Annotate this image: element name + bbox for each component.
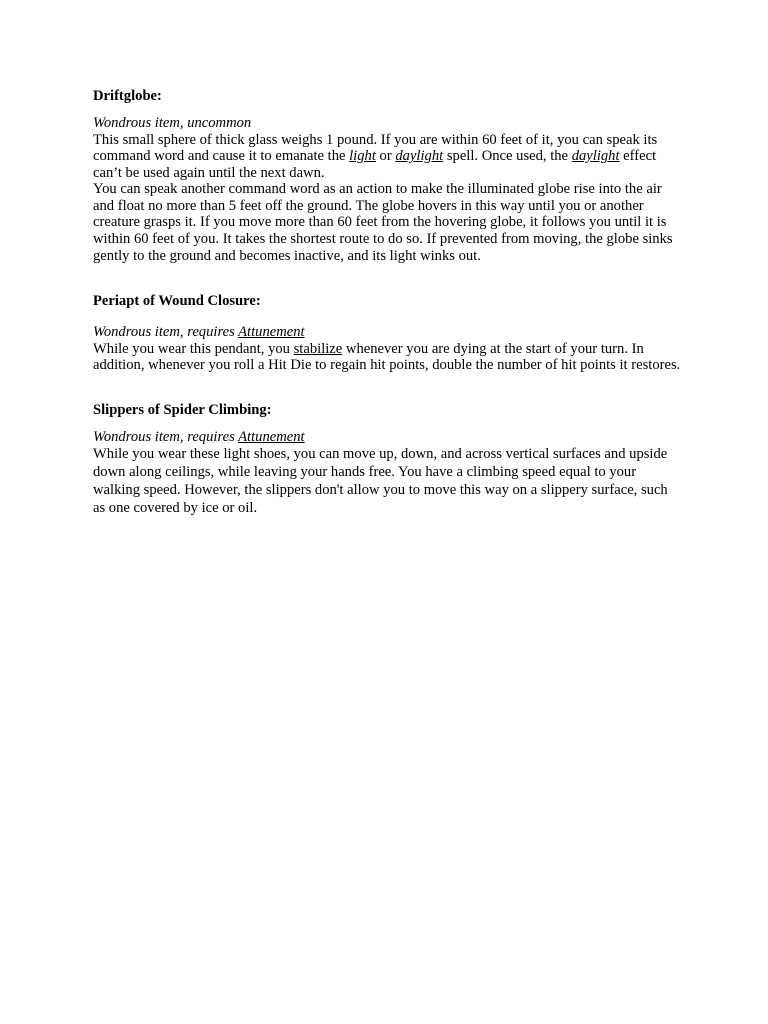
attunement-link[interactable]: Attunement xyxy=(238,324,305,341)
item-entry-slippers-of-spider-climbing xyxy=(93,400,683,518)
item-title: Driftglobe: xyxy=(93,88,162,104)
description-text: This small sphere of thick glass weighs 1 pound. If you are within 60 feet of it, you can speak its command word and cause it to emanate the xyxy=(93,131,658,165)
spell-link-daylight-2[interactable]: daylight xyxy=(571,148,620,165)
item-description-2: You can speak another command word as an action to make the illuminated globe rise into the air and float no more than 5 feet off the ground. The globe hovers in this way until you or another creature grasps it. If you move more than 60 feet from the hovering globe, it follows you until it is within 60 feet of you. It takes the shortest route to do so. If prevented from moving, the globe sinks gently to the ground and becomes inactive, and its light winks out. xyxy=(93,181,673,264)
item-description xyxy=(93,132,683,182)
item-title: Periapt of Wound Closure: xyxy=(93,293,261,310)
stabilize-link[interactable]: stabilize xyxy=(293,340,343,357)
item-subtitle-text: Wondrous item, requires xyxy=(93,428,239,445)
spell-link-daylight[interactable]: daylight xyxy=(395,148,444,165)
description-text: spell. Once used, the xyxy=(443,148,572,165)
item-description xyxy=(93,341,683,374)
item-subtitle xyxy=(93,115,683,132)
item-entry-periapt-of-wound-closure xyxy=(93,291,683,374)
spell-link-light[interactable]: light xyxy=(349,148,376,165)
item-subtitle-text: Wondrous item, uncommon xyxy=(93,115,252,131)
item-title: Slippers of Spider Climbing: xyxy=(93,401,272,418)
item-description: While you wear these light shoes, you can move up, down, and across vertical surfaces and upside down along ceilings, while leaving your hands free. You have a climbing speed equal to your walking speed. However, the slippers don't allow you to move this way on a slippery surface, such as one covered by ice or oil. xyxy=(93,446,668,517)
document-page xyxy=(93,86,683,517)
attunement-link[interactable]: Attunement xyxy=(238,428,305,445)
item-subtitle xyxy=(93,429,683,446)
description-text: effect can’t be used again until the next dawn. xyxy=(93,148,657,181)
description-text: While you wear this pendant, you xyxy=(93,340,294,357)
description-text: whenever you are dying at the start of your turn. In addition, whenever you roll a Hit Die to regain hit points, double the number of hit points it restores. xyxy=(93,340,681,374)
description-text: or xyxy=(375,148,396,165)
item-subtitle xyxy=(93,324,683,341)
item-subtitle-text: Wondrous item, requires xyxy=(93,324,239,341)
item-entry-driftglobe xyxy=(93,86,683,264)
